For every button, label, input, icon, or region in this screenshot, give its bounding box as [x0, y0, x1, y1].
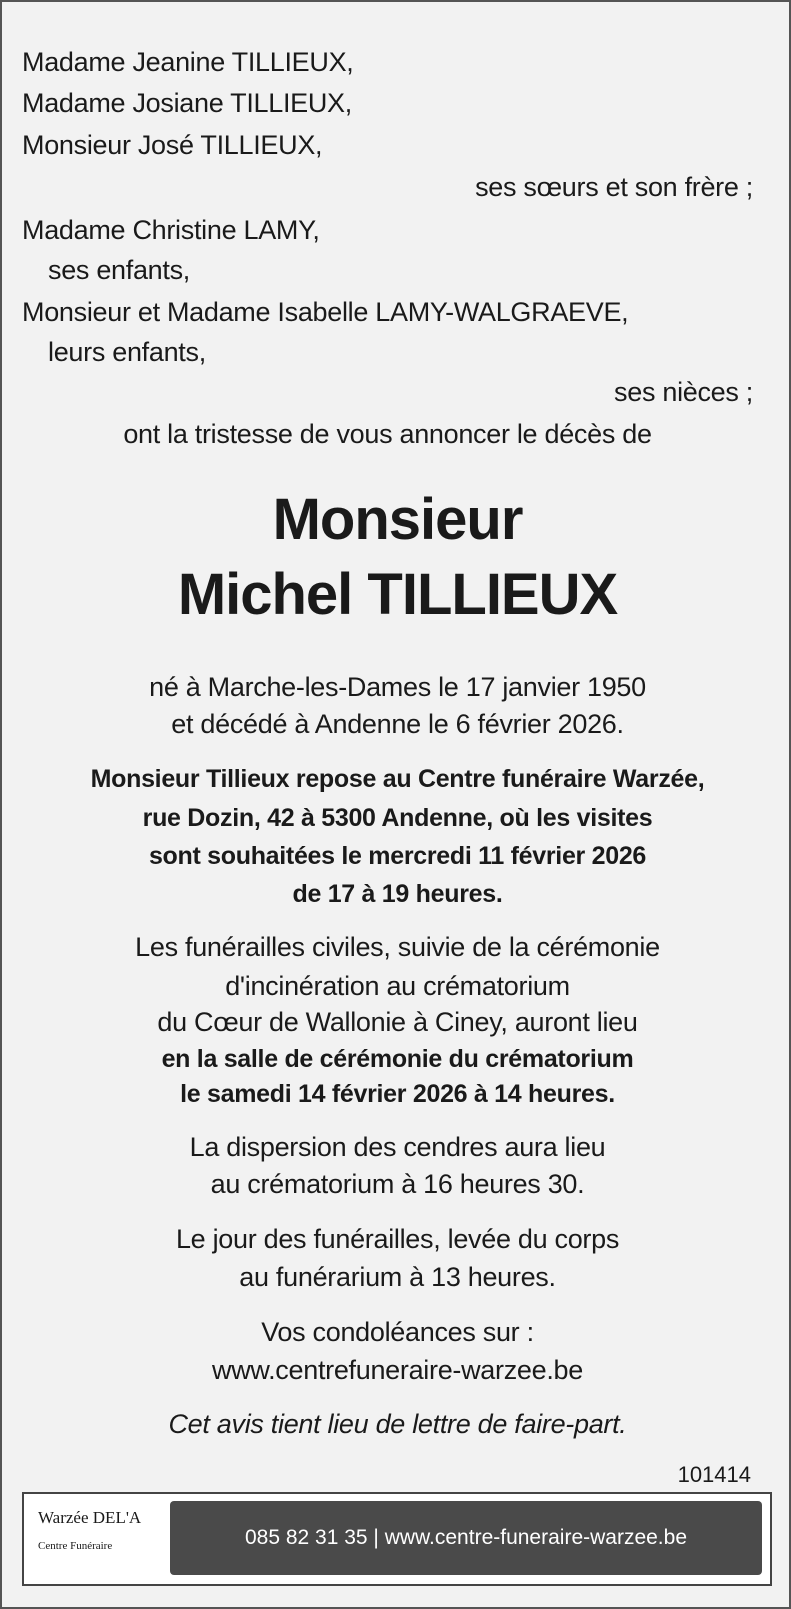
family-line: Monsieur et Madame Isabelle LAMY-WALGRAEVE, — [22, 297, 629, 327]
dispersion-line: La dispersion des cendres aura lieu — [189, 1132, 606, 1162]
family-line: Madame Christine LAMY, — [22, 215, 320, 245]
funeral-line: en la salle de cérémonie du crématorium — [161, 1045, 634, 1073]
visit-line: sont souhaitées le mercredi 11 février 2026 — [148, 842, 647, 870]
closing-note: Cet avis tient lieu de lettre de faire-part. — [168, 1409, 627, 1439]
death: et décédé à Andenne le 6 février 2026. — [171, 709, 624, 739]
family-line: leurs enfants, — [48, 337, 206, 367]
deceased-title: Monsieur — [272, 487, 523, 552]
visit-line: de 17 à 19 heures. — [292, 880, 503, 908]
levee-line: Le jour des funérailles, levée du corps — [175, 1224, 620, 1254]
funeral-line: le samedi 14 février 2026 à 14 heures. — [180, 1080, 615, 1108]
levee-line: au funérarium à 13 heures. — [239, 1262, 556, 1292]
funeral-line: Les funérailles civiles, suivie de la cérémonie — [135, 932, 660, 962]
contact-bar: 085 82 31 35 | www.centre-funeraire-warzee.be — [170, 1501, 762, 1575]
family-line: Madame Josiane TILLIEUX, — [22, 88, 352, 118]
family-relation: ses sœurs et son frère ; — [475, 172, 753, 202]
logo-name: Warzée DEL'A — [38, 1508, 142, 1527]
family-line: Monsieur José TILLIEUX, — [22, 130, 323, 160]
dispersion-line: au crématorium à 16 heures 30. — [210, 1169, 585, 1199]
announcement: ont la tristesse de vous annoncer le décès de — [123, 419, 652, 449]
visit-line: rue Dozin, 42 à 5300 Andenne, où les visites — [142, 804, 653, 832]
birth: né à Marche-les-Dames le 17 janvier 1950 — [149, 672, 646, 702]
funeral-home-banner — [22, 1492, 772, 1586]
logo-subtitle: Centre Funéraire — [38, 1540, 113, 1552]
condolences-link[interactable]: www.centrefuneraire-warzee.be — [212, 1355, 583, 1385]
family-line: ses enfants, — [48, 255, 190, 285]
funeral-line: du Cœur de Wallonie à Ciney, auront lieu — [157, 1007, 638, 1037]
funeral-line: d'incinération au crématorium — [225, 971, 570, 1001]
family-relation: ses nièces ; — [614, 377, 753, 407]
deceased-name: Michel TILLIEUX — [177, 562, 618, 627]
visit-line: Monsieur Tillieux repose au Centre funéraire Warzée, — [90, 765, 705, 793]
reference-number: 101414 — [677, 1462, 751, 1487]
condolences-label: Vos condoléances sur : — [261, 1317, 534, 1347]
family-line: Madame Jeanine TILLIEUX, — [22, 47, 354, 77]
